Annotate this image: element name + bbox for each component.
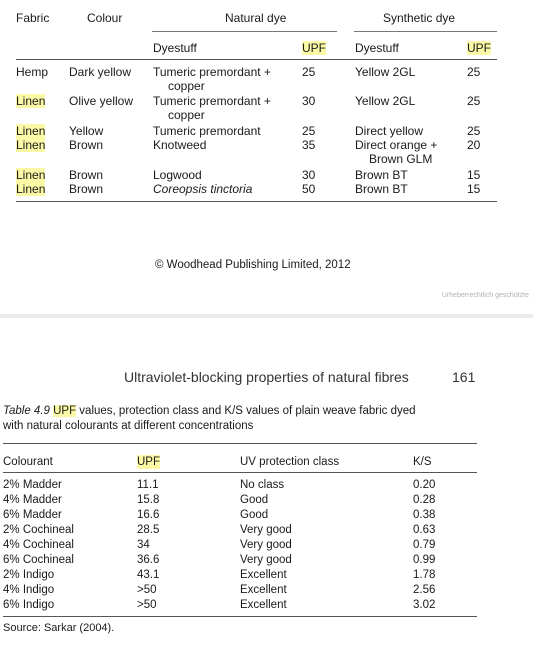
page-161 (0, 322, 533, 666)
cell-ks: 0.28 (413, 494, 436, 506)
cell-nat-dye: Logwood (153, 168, 202, 182)
cell-colourant: 4% Madder (3, 494, 62, 506)
caption-text-line2: with natural colourants at different concentrations (3, 420, 254, 432)
cell-uv-class: Good (240, 509, 269, 521)
cell-syn-upf: 25 (467, 65, 481, 79)
caption-text: values, protection class and K/S values of plain weave fabric dyed (76, 405, 416, 417)
cell-nat-upf: 30 (302, 94, 316, 108)
cell-nat-dye: Knotweed (153, 138, 207, 152)
header-colourant: Colourant (3, 456, 53, 468)
header-synthetic-dye: Synthetic dye (383, 11, 456, 25)
cell-syn-dye: Yellow 2GL (355, 65, 416, 79)
cell-nat-upf: 35 (302, 138, 316, 152)
cell-ks: 0.79 (413, 539, 436, 551)
cell-syn-upf: 15 (467, 182, 481, 196)
cell-colour: Brown (69, 168, 104, 182)
header-nat-dyestuff: Dyestuff (153, 41, 197, 55)
header-syn-dyestuff: Dyestuff (355, 41, 399, 55)
cell-colourant: 6% Cochineal (3, 554, 74, 566)
header-rule (16, 59, 497, 60)
header-colour: Colour (87, 11, 123, 25)
cell-fabric: Linen (16, 182, 46, 196)
cell-colourant: 2% Madder (3, 479, 62, 491)
cell-ks: 1.78 (413, 569, 436, 581)
cell-upf: 28.5 (137, 524, 160, 536)
source-note: Source: Sarkar (2004). (3, 622, 115, 634)
cell-nat-upf: 30 (302, 168, 316, 182)
cell-uv-class: Very good (240, 539, 292, 551)
table-caption (3, 404, 416, 434)
cell-uv-class: Good (240, 494, 269, 506)
cell-fabric: Hemp (16, 65, 49, 79)
cell-colourant: 2% Cochineal (3, 524, 74, 536)
cell-upf: 34 (137, 539, 150, 551)
cell-nat-dye: Coreopsis tinctoria (153, 182, 253, 196)
cell-nat-dye: Tumeric premordant + (153, 94, 271, 108)
cell-uv-class: Excellent (240, 599, 287, 611)
synthetic-dye-underline (354, 31, 497, 32)
cell-syn-dye: Brown BT (355, 182, 408, 196)
natural-dye-underline (152, 31, 337, 32)
cell-colour: Olive yellow (69, 94, 134, 108)
header-syn-upf: UPF (467, 41, 491, 55)
page-number: 161 (452, 369, 476, 385)
cell-ks: 0.38 (413, 509, 436, 521)
cell-nat-dye-cont: copper (168, 79, 205, 93)
cell-fabric: Linen (16, 94, 46, 108)
cell-syn-upf: 20 (467, 138, 481, 152)
cell-syn-upf: 25 (467, 124, 481, 138)
cell-fabric: Linen (16, 138, 46, 152)
header-fabric: Fabric (16, 11, 50, 25)
header-uv-class: UV protection class (240, 456, 340, 468)
cell-nat-upf: 50 (302, 182, 316, 196)
cell-fabric: Linen (16, 168, 46, 182)
cell-uv-class: Excellent (240, 569, 287, 581)
cell-nat-upf: 25 (302, 124, 316, 138)
watermark-text: Urheberrechtlich geschützte (441, 292, 529, 299)
cell-nat-dye: Tumeric premordant + (153, 65, 271, 79)
cell-syn-dye-cont: Brown GLM (369, 152, 433, 166)
cell-colour: Brown (69, 138, 104, 152)
cell-syn-dye: Direct orange + (355, 138, 438, 152)
page-break (0, 314, 533, 318)
cell-upf: 36.6 (137, 554, 160, 566)
cell-upf: 43.1 (137, 569, 160, 581)
cell-colourant: 4% Indigo (3, 584, 55, 596)
cell-upf: 11.1 (137, 479, 159, 491)
cell-syn-upf: 25 (467, 94, 481, 108)
header-rule (3, 472, 477, 473)
cell-syn-dye: Brown BT (355, 168, 408, 182)
caption-label: Table 4.9 (3, 405, 50, 417)
copyright-line: © Woodhead Publishing Limited, 2012 (155, 259, 351, 271)
cell-colour: Yellow (69, 124, 104, 138)
cell-uv-class: Very good (240, 524, 292, 536)
cell-fabric: Linen (16, 124, 46, 138)
cell-syn-dye: Yellow 2GL (355, 94, 416, 108)
header-ks: K/S (413, 456, 432, 468)
cell-nat-upf: 25 (302, 65, 316, 79)
cell-uv-class: Excellent (240, 584, 287, 596)
cell-uv-class: Very good (240, 554, 292, 566)
cell-upf: 15.8 (137, 494, 160, 506)
running-head: Ultraviolet-blocking properties of natural fibres (124, 369, 409, 385)
cell-ks: 2.56 (413, 584, 436, 596)
table-bottom-rule (16, 201, 497, 202)
cell-syn-upf: 15 (467, 168, 481, 182)
cell-syn-dye: Direct yellow (355, 124, 424, 138)
caption-upf: UPF (53, 405, 77, 417)
table-bottom-rule (3, 616, 477, 617)
cell-ks: 0.20 (413, 479, 436, 491)
cell-ks: 0.63 (413, 524, 436, 536)
cell-upf: >50 (137, 599, 157, 611)
cell-upf: 16.6 (137, 509, 160, 521)
header-nat-upf: UPF (302, 41, 326, 55)
cell-colourant: 6% Madder (3, 509, 62, 521)
cell-colourant: 2% Indigo (3, 569, 55, 581)
cell-colourant: 6% Indigo (3, 599, 55, 611)
cell-upf: >50 (137, 584, 157, 596)
header-upf: UPF (137, 456, 160, 468)
header-natural-dye: Natural dye (225, 11, 287, 25)
cell-ks: 0.99 (413, 554, 436, 566)
cell-colour: Dark yellow (69, 65, 132, 79)
cell-ks: 3.02 (413, 599, 436, 611)
cell-nat-dye: Tumeric premordant (153, 124, 261, 138)
cell-colour: Brown (69, 182, 104, 196)
cell-uv-class: No class (240, 479, 285, 491)
cell-colourant: 4% Cochineal (3, 539, 74, 551)
table-top-rule (3, 443, 477, 444)
cell-nat-dye-cont: copper (168, 108, 205, 122)
